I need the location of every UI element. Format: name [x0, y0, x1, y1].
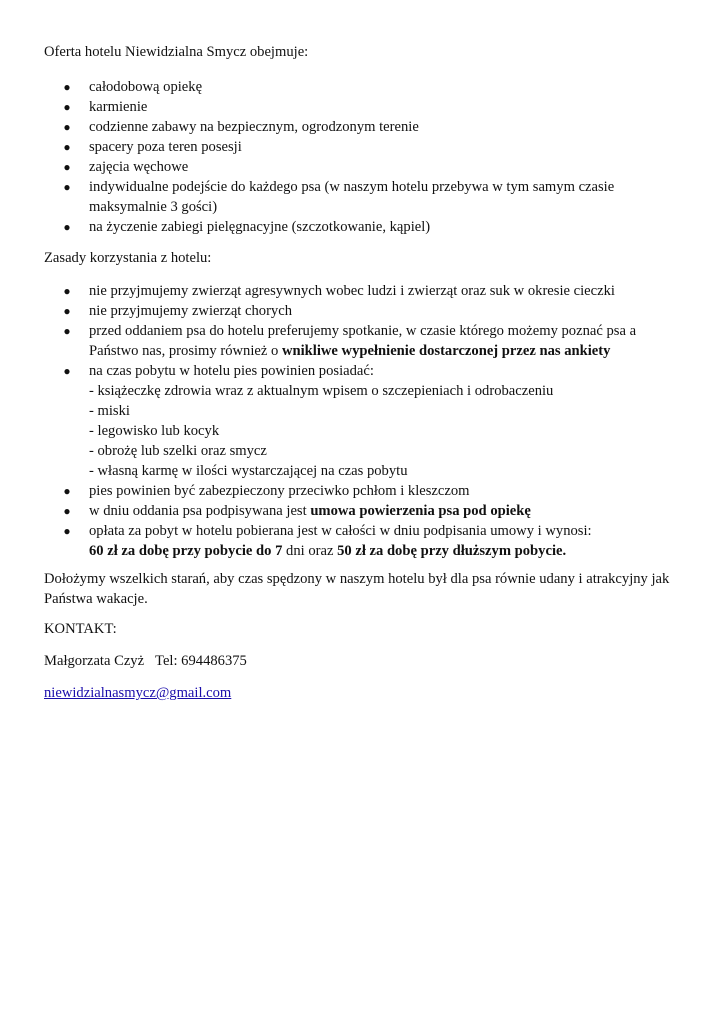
- sub-item: - książeczkę zdrowia wraz z aktualnym wpisem o szczepieniach i odrobaczeniu: [89, 383, 554, 399]
- sub-item: - obrożę lub szelki oraz smycz: [89, 443, 267, 459]
- bullet-icon: ●: [63, 284, 71, 298]
- list-item: ● indywidualne podejście do każdego psa (w naszym hotelu przebywa w tym samym czasie maksymalnie 3 gości): [63, 179, 615, 215]
- list-item: ● opłata za pobyt w hotelu pobierana jest w całości w dniu podpisania umowy i wynosi: 60 zł za dobę przy pobycie do 7 dni oraz 50 zł za dobę przy dłuższym pobycie.: [0, 521, 725, 561]
- rules-list: [0, 281, 725, 561]
- list-item: ● nie przyjmujemy zwierząt chorych: [63, 303, 293, 319]
- price-line: 60 zł za dobę przy pobycie do 7 dni oraz 50 zł za dobę przy dłuższym pobycie.: [89, 543, 567, 559]
- bullet-icon: ●: [63, 180, 71, 194]
- list-item: ● pies powinien być zabezpieczony przeciwko pchłom i kleszczom: [63, 483, 470, 499]
- bullet-icon: ●: [63, 160, 71, 174]
- list-item: ● zajęcia węchowe: [63, 159, 189, 175]
- contact-email-line: [44, 683, 694, 703]
- list-item: ● na życzenie zabiegi pielęgnacyjne (szczotkowanie, kąpiel): [63, 219, 431, 235]
- bullet-icon: ●: [63, 220, 71, 234]
- list-item: ● nie przyjmujemy zwierząt agresywnych wobec ludzi i zwierząt oraz suk w okresie cieczki: [63, 283, 615, 299]
- bullet-icon: ●: [63, 140, 71, 154]
- bullet-icon: ●: [63, 80, 71, 94]
- list-item: ● w dniu oddania psa podpisywana jest umowa powierzenia psa pod opiekę: [63, 503, 531, 519]
- list-item: ● na czas pobytu w hotelu pies powinien posiadać: - książeczkę zdrowia wraz z aktualnym wpisem o szczepieniach i odrobaczeniu - miski - legowisko lub kocyk - obrożę lub szelki oraz smycz - własną karmę w ilości wystarczającej na czas pobytu: [0, 361, 725, 481]
- bullet-icon: ●: [63, 304, 71, 318]
- contact-name: Małgorzata Czyż: [44, 653, 145, 669]
- sub-item: - legowisko lub kocyk: [89, 423, 220, 439]
- survey-emphasis: wnikliwe wypełnienie dostarczonej przez nas ankiety: [281, 343, 611, 359]
- list-item: ● spacery poza teren posesji: [63, 139, 242, 155]
- bullet-icon: ●: [63, 324, 71, 338]
- list-item: ● karmienie: [63, 99, 148, 115]
- sub-item: - miski: [89, 403, 130, 419]
- bullet-icon: ●: [63, 100, 71, 114]
- rules-intro: Zasady korzystania z hotelu:: [44, 250, 212, 266]
- list-item: ● przed oddaniem psa do hotelu preferujemy spotkanie, w czasie którego możemy poznać psa a Państwo nas, prosimy również o wnikliwe wypełnienie dostarczonej przez nas ankiety: [63, 323, 637, 359]
- email-link[interactable]: niewidzialnasmycz@gmail.com: [44, 685, 232, 701]
- list-item: ● codzienne zabawy na bezpiecznym, ogrodzonym terenie: [63, 119, 419, 135]
- offer-list: [0, 77, 725, 237]
- bullet-icon: ●: [63, 364, 71, 378]
- closing-paragraph: Dołożymy wszelkich starań, aby czas spędzony w naszym hotelu był dla psa równie udany i atrakcyjny jak Państwa wakacje.: [44, 571, 670, 607]
- price-short-stay: 60 zł za dobę przy pobycie do 7: [89, 543, 283, 559]
- contact-line: [44, 651, 694, 671]
- contact-heading: KONTAKT:: [44, 621, 117, 637]
- bullet-icon: ●: [63, 504, 71, 518]
- bullet-icon: ●: [63, 120, 71, 134]
- price-long-stay: 50 zł za dobę przy dłuższym pobycie.: [337, 543, 567, 559]
- bullet-icon: ●: [63, 484, 71, 498]
- sub-item: - własną karmę w ilości wystarczającej na czas pobytu: [89, 463, 408, 479]
- list-item: ● całodobową opiekę: [63, 79, 203, 95]
- offer-intro: Oferta hotelu Niewidzialna Smycz obejmuje:: [44, 44, 309, 60]
- contact-phone: Tel: 694486375: [155, 653, 247, 669]
- contract-emphasis: umowa powierzenia psa pod opiekę: [310, 503, 531, 519]
- bullet-icon: ●: [63, 524, 71, 538]
